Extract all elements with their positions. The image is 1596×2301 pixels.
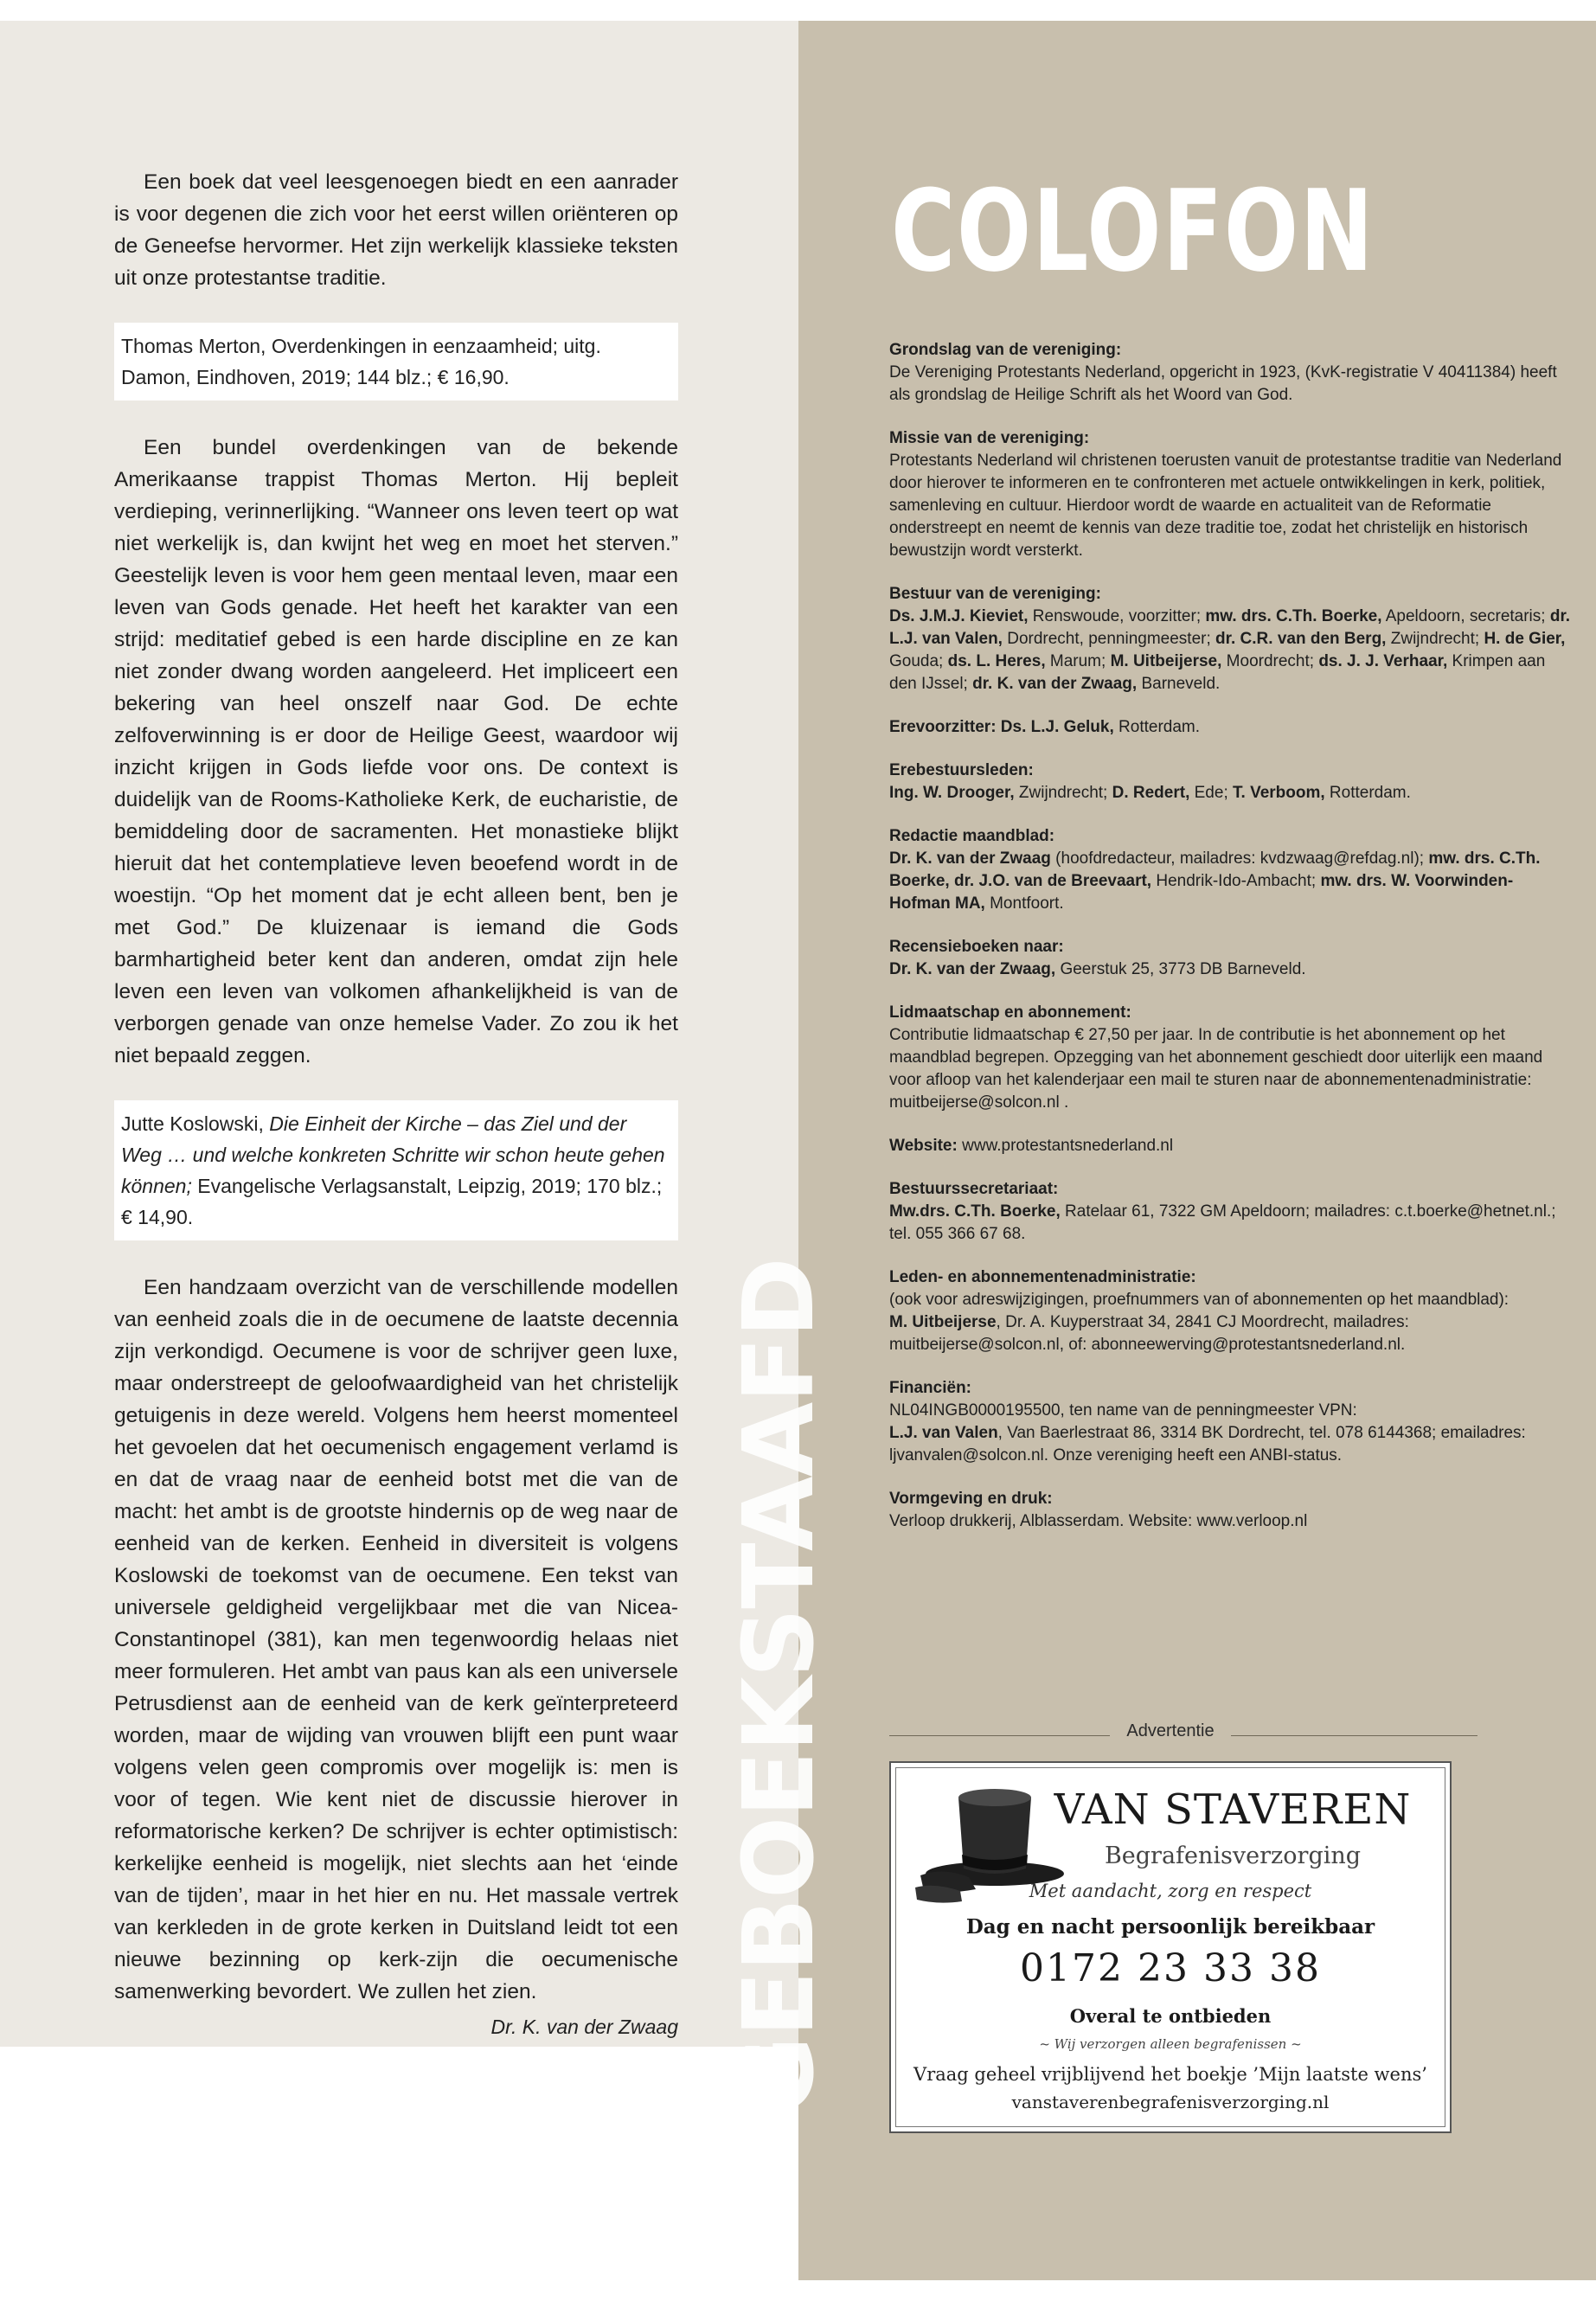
grondslag-text: De Vereniging Protestants Nederland, opgericht in 1923, (KvK-registratie V 40411384) heeft als grondslag de Heilige Schrift als het Woord van God. bbox=[889, 363, 1557, 404]
vormgeving-heading: Vormgeving en druk: bbox=[889, 1490, 1053, 1508]
recensie-name: Dr. K. van der Zwaag, bbox=[889, 960, 1056, 978]
colofon-website bbox=[889, 1135, 1573, 1157]
grondslag-heading: Grondslag van de vereniging: bbox=[889, 341, 1122, 359]
review2-text: Een handzaam overzicht van de verschillende modellen van eenheid zoals die in de oecumene de laatste decennia zijn verkondigd. Oecumene is voor de schrijver geen luxe, maar onderstreept de geloofwaardigheid van het christelijk getuigenis in deze wereld. Volgens hem heerst momenteel het gevoelen dat het oecumenisch engagement verlamd is en dat de vraag naar de eenheid botst met die van de macht: het ambt is de grootste hindernis op de weg naar de eenheid van de kerken. Eenheid in diversiteit is volgens Koslowski de toekomst van de oecumene. Een tekst van universele geldigheid vergelijkbaar met die van Nicea-Constantinopel (381), kan men tegenwoordig helaas niet meer formuleren. Het ambt van paus kan als een universele Petrusdienst aan de eenheid van de kerk geïnterpreteerd worden, maar de wijding van vrouwen blijft een punt waar volgens velen geen compromis over mogelijk is: men is voor of tegen. Wie kent niet de discussie hierover in reformatorische kerken? De schrijver is echter optimistisch: kerkelijke eenheid is mogelijk, niet slechts aan het ‘einde van de tijden’, maar in het hier en nu. Het massale vertrek van kerkleden in de grote kerken in Duitsland leidt tot een nieuwe bezinning op kerk-zijn die oecumenische samenwerking bevordert. We zullen het zien. bbox=[114, 1276, 678, 2003]
secretariaat-name: Mw.drs. C.Th. Boerke, bbox=[889, 1202, 1061, 1221]
recensie-address: Geerstuk 25, 3773 DB Barneveld. bbox=[1055, 960, 1306, 978]
advertisement-booklet-offer: Vraag geheel vrijblijvend het boekje ’Mijn laatste wens’ bbox=[913, 2064, 1427, 2085]
erevoorzitter-heading: Erevoorzitter: Ds. L.J. Geluk, bbox=[889, 718, 1114, 736]
review-signature: Dr. K. van der Zwaag bbox=[490, 2016, 678, 2038]
ledenadministratie-name: M. Uitbeijerse bbox=[889, 1313, 997, 1331]
redactie-member: mw. drs. C.Th. Boerke, dr. J.O. van de Breevaart, Hendrik-Ido-Ambacht; bbox=[889, 849, 1541, 890]
advertisement-tagline: Met aandacht, zorg en respect bbox=[1029, 1881, 1312, 1901]
redactie-member: mw. drs. W. Voorwinden-Hofman MA, Montfoort. bbox=[889, 872, 1514, 913]
colofon-redactie bbox=[889, 825, 1573, 915]
advertisement-label bbox=[889, 1721, 1453, 1747]
bestuur-member: mw. drs. C.Th. Boerke, Apeldoorn, secretaris; bbox=[1205, 607, 1550, 625]
bestuur-member: dr. L.J. van Valen, Dordrecht, penningmeester; bbox=[889, 607, 1571, 648]
divider bbox=[889, 1735, 1110, 1736]
review-column bbox=[114, 166, 678, 2043]
missie-text: Protestants Nederland wil christenen toerusten vanuit de protestantse traditie van Nederland door hierover te informeren en te confronteren met actuele ontwikkelingen in kerk, politiek, samenleving en cultuur. Hierdoor wordt de waarde en actualiteit van de Reformatie onderstreept en neemt de kennis van deze traditie toe, zodat het christelijk en historisch bewustzijn wordt versterkt. bbox=[889, 452, 1562, 560]
ledenadministratie-note: (ook voor adreswijzigingen, proefnummers van of abonnementen op het maandblad): bbox=[889, 1291, 1509, 1309]
vertical-label-text: GEBOEKSTAAFD bbox=[723, 1258, 836, 2116]
financien-account: NL04INGB0000195500, ten name van de penningmeester VPN: bbox=[889, 1401, 1357, 1420]
colofon-recensie bbox=[889, 936, 1573, 981]
website-heading: Website: bbox=[889, 1137, 958, 1155]
redactie-member: Dr. K. van der Zwaag (hoofdredacteur, mailadres: kvdzwaag@refdag.nl); bbox=[889, 849, 1429, 868]
colofon-vormgeving bbox=[889, 1488, 1573, 1533]
advertisement-anywhere: Overal te ontbieden bbox=[1069, 2005, 1272, 2027]
missie-heading: Missie van de vereniging: bbox=[889, 429, 1090, 447]
lidmaatschap-text: Contributie lidmaatschap € 27,50 per jaar. In de contributie is het abonnement op het maandblad begrepen. Opzegging van het abonnement geschiedt door uiterlijk een maand voor afloop van het kalenderjaar een mail te sturen naar de abonnementenadministratie: muitbeijerse@solcon.nl . bbox=[889, 1026, 1543, 1112]
review2-publisher: Evangelische Verlagsanstalt, Leipzig, 2019; 170 blz.; € 14,90. bbox=[121, 1175, 663, 1228]
ledenadministratie-text: , Dr. A. Kuyperstraat 34, 2841 CJ Moordrecht, mailadres: muitbeijerse@solcon.nl, of: abonneewerving@protestantsnederland.nl. bbox=[889, 1313, 1409, 1354]
erebestuur-member: Ing. W. Drooger, Zwijndrecht; bbox=[889, 784, 1112, 802]
funeral-company-subtitle: Begrafenisverzorging bbox=[1104, 1843, 1362, 1869]
review2-title: Die Einheit der Kirche – das Ziel und der Weg … und welche konkreten Schritte wir schon heute gehen können; bbox=[121, 1112, 665, 1197]
colofon-ledenadministratie bbox=[889, 1266, 1573, 1356]
advertisement-note: ~ Wij verzorgen alleen begrafenissen ~ bbox=[1039, 2036, 1302, 2052]
financien-heading: Financiën: bbox=[889, 1379, 972, 1397]
advertisement-label-text: Advertentie bbox=[1126, 1721, 1215, 1740]
ledenadministratie-heading: Leden- en abonnementenadministratie: bbox=[889, 1268, 1196, 1286]
bestuur-member: ds. J. J. Verhaar, Krimpen aan den IJssel; bbox=[889, 652, 1546, 693]
colofon-grondslag bbox=[889, 339, 1573, 407]
advertisement-website[interactable]: vanstaverenbegrafenisverzorging.nl bbox=[1011, 2092, 1330, 2112]
bestuur-member: Ds. J.M.J. Kieviet, Renswoude, voorzitter; bbox=[889, 607, 1206, 625]
colofon-missie bbox=[889, 427, 1573, 562]
advertisement-phone: 0172 23 33 38 bbox=[1020, 1946, 1321, 1990]
funeral-company-name: VAN STAVEREN bbox=[1054, 1785, 1412, 1834]
divider bbox=[1231, 1735, 1477, 1736]
advertisement-box[interactable] bbox=[889, 1761, 1452, 2133]
vormgeving-text: Verloop drukkerij, Alblasserdam. Website: www.verloop.nl bbox=[889, 1512, 1308, 1530]
colofon-bestuur bbox=[889, 583, 1573, 695]
review2-author: Jutte Koslowski, bbox=[121, 1112, 270, 1135]
bestuur-heading: Bestuur van de vereniging: bbox=[889, 585, 1101, 603]
website-link[interactable]: www.protestantsnederland.nl bbox=[957, 1137, 1174, 1155]
secretariaat-heading: Bestuurssecretariaat: bbox=[889, 1180, 1059, 1198]
colofon-erebestuur bbox=[889, 760, 1573, 804]
colofon-financien bbox=[889, 1377, 1573, 1467]
colofon-title: COLOFON bbox=[891, 165, 1375, 297]
bestuur-member: dr. K. van der Zwaag, Barneveld. bbox=[972, 675, 1221, 693]
review2-citation bbox=[114, 1100, 678, 1240]
bestuur-member: ds. L. Heres, Marum; bbox=[947, 652, 1111, 670]
secretariaat-text: Ratelaar 61, 7322 GM Apeldoorn; mailadres: c.t.boerke@hetnet.nl.; tel. 055 366 67 68. bbox=[889, 1202, 1556, 1243]
bestuur-member: dr. C.R. van den Berg, Zwijndrecht; bbox=[1215, 630, 1484, 648]
intro-paragraph: Een boek dat veel leesgenoegen biedt en een aanrader is voor degenen die zich voor het eerst willen oriënteren op de Geneefse hervormer. Het zijn werkelijk klassieke teksten uit onze protestantse traditie. bbox=[114, 170, 678, 290]
erevoorzitter-text: Rotterdam. bbox=[1113, 718, 1201, 736]
financien-name: L.J. van Valen bbox=[889, 1424, 998, 1442]
colofon-erevoorzitter bbox=[889, 716, 1573, 739]
erebestuur-member: T. Verboom, Rotterdam. bbox=[1233, 784, 1411, 802]
review1-text: Een bundel overdenkingen van de bekende Amerikaanse trappist Thomas Merton. Hij bepleit verdieping, verinnerlijking. “Wanneer ons leven teert op wat niet werkelijk is, dan kwijnt het weg en moet het sterven.” Geestelijk leven is voor hem geen mentaal leven, maar een leven van Gods genade. Het heeft het karakter van een strijd: meditatief gebed is een harde discipline en ze kan niet zonder dwang worden aangeleerd. Het impliceert een bekering van heel onszelf naar God. De echte zelfoverwinning is er door de Heilige Geest, waardoor wij inzicht krijgen in Gods liefde voor ons. De context is duidelijk van de Rooms-Katholieke Kerk, de eucharistie, de bemiddeling door de sacramenten. Het monastieke blijkt hieruit dat het contemplatieve leven beoefend wordt in de woestijn. “Op het moment dat je echt alleen bent, ben je met God.” De kluizenaar is iemand die Gods barmhartigheid beter kent dan anderen, omdat zijn hele leven een leven van volkomen afhankelijkheid is van de verborgen genade van onze hemelse Vader. Zo zou ik het niet bepaald zeggen. bbox=[114, 436, 678, 1067]
financien-text: , Van Baerlestraat 86, 3314 BK Dordrecht, tel. 078 6144368; emailadres: ljvanvalen@solcon.nl. Onze vereniging heeft een ANBI-status. bbox=[889, 1424, 1526, 1465]
redactie-heading: Redactie maandblad: bbox=[889, 827, 1055, 845]
vertical-section-label bbox=[723, 1258, 836, 2116]
colofon-secretariaat bbox=[889, 1178, 1573, 1246]
lidmaatschap-heading: Lidmaatschap en abonnement: bbox=[889, 1003, 1131, 1022]
erebestuur-member: D. Redert, Ede; bbox=[1112, 784, 1234, 802]
colofon-lidmaatschap bbox=[889, 1002, 1573, 1114]
recensie-heading: Recensieboeken naar: bbox=[889, 938, 1064, 956]
bestuur-member: H. de Gier, Gouda; bbox=[889, 630, 1566, 670]
erebestuur-heading: Erebestuursleden: bbox=[889, 761, 1034, 779]
review1-citation: Thomas Merton, Overdenkingen in eenzaamheid; uitg. Damon, Eindhoven, 2019; 144 blz.; € 16,90. bbox=[114, 323, 678, 401]
bestuur-member: M. Uitbeijerse, Moordrecht; bbox=[1110, 652, 1319, 670]
colofon-content bbox=[889, 339, 1573, 1554]
advertisement-availability: Dag en nacht persoonlijk bereikbaar bbox=[965, 1915, 1375, 1939]
